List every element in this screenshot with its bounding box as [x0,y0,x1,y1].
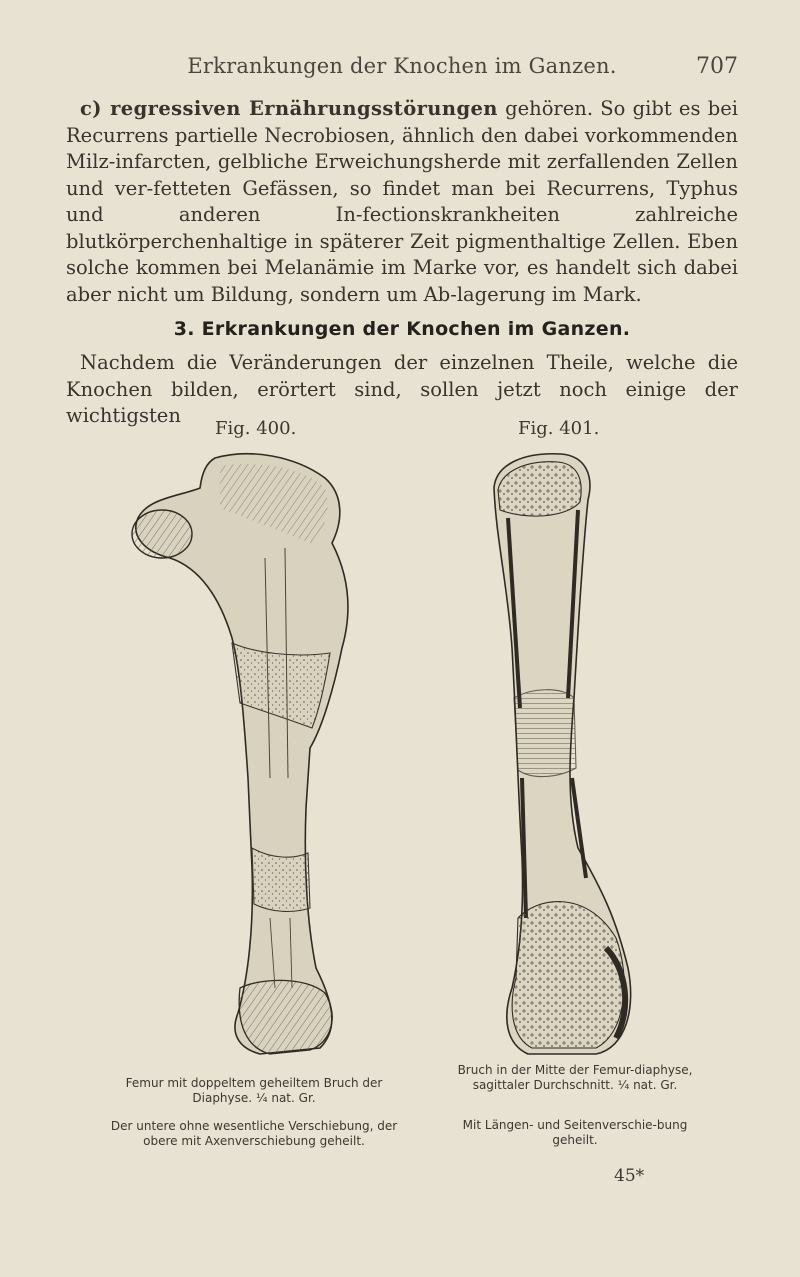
page-header [66,54,738,84]
paragraph-lead: c) regressiven Ernährungsstörungen [80,97,498,120]
running-title: Erkrankungen der Knochen im Ganzen. [187,54,617,78]
printer-signature: 45* [614,1166,645,1186]
femur-sagittal-section-illustration [466,448,676,1058]
figure-401-caption-note: Mit Längen- und Seitenverschie-bung geheilt. [462,1118,688,1147]
page-number: 707 [696,54,738,79]
figure-400-caption-note: Der untere ohne wesentliche Verschiebung, der obere mit Axenverschiebung geheilt. [110,1119,398,1148]
section-heading: 3. Erkrankungen der Knochen im Ganzen. [173,318,631,340]
figure-401-caption: Bruch in der Mitte der Femur-diaphyse, sagittaler Durchschnitt. ¹⁄₄ nat. Gr. [457,1063,693,1092]
paragraph-text: gehören. So gibt es bei Recurrens partielle Necrobiosen, ähnlich den dabei vorkommenden Milz-infarcten, gelbliche Erweichungsherde mit zerfallenden Zellen und ver-fetteten Gefässen, so findet man bei Recurrens, Typhus und anderen In-fectionskrankheiten zahlreiche blutkörperchenhaltige in späterer Zeit pigmenthaltige Zellen. Eben solche kommen bei Melanämie im Marke vor, es handelt sich dabei aber nicht um Bildung, sondern um Ab-lagerung im Mark. [66,97,738,306]
paragraph-regressive-disorders [66,96,738,308]
femur-double-fracture-illustration [120,448,400,1058]
paragraph-introduction: Nachdem die Veränderungen der einzelnen Theile, welche die Knochen bilden, erörtert sind, sollen jetzt noch einige der wichtigsten [66,351,738,427]
figure-401-label: Fig. 401. [518,418,600,439]
figure-400-caption: Femur mit doppeltem geheiltem Bruch der Diaphyse. ¹⁄₄ nat. Gr. [125,1076,383,1105]
figure-400-label: Fig. 400. [215,418,297,439]
